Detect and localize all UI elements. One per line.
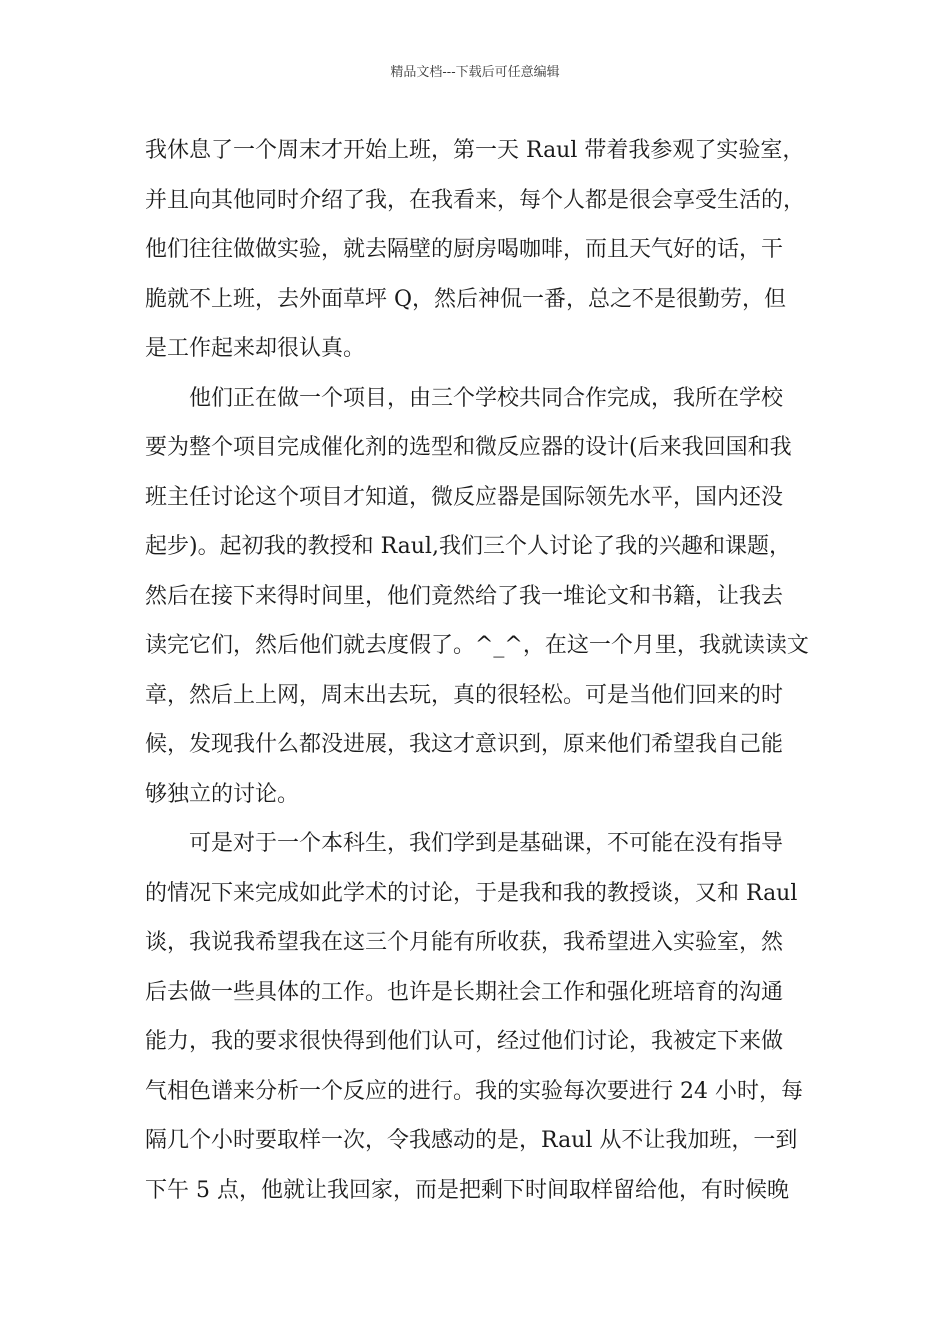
text-line: 谈，我说我希望我在这三个月能有所收获，我希望进入实验室，然 bbox=[145, 930, 784, 955]
page-header: 精品文档---下载后可任意编辑 bbox=[390, 65, 560, 80]
text-line: 下午 5 点，他就让我回家，而是把剩下时间取样留给他，有时候晚 bbox=[145, 1177, 789, 1203]
text-line: 候，发现我什么都没进展，我这才意识到，原来他们希望我自己能 bbox=[145, 732, 784, 757]
text-line: 班主任讨论这个项目才知道，微反应器是国际领先水平，国内还没 bbox=[145, 484, 784, 510]
text-line: 读完它们，然后他们就去度假了。^_^，在这一个月里，我就读读文 bbox=[145, 633, 809, 658]
text-line: 后去做一些具体的工作。也许是长期社会工作和强化班培育的沟通 bbox=[145, 979, 784, 1005]
text-line: 他们往往做做实验，就去隔壁的厨房喝咖啡，而且天气好的话，干 bbox=[145, 237, 784, 262]
text-line: 够独立的讨论。 bbox=[145, 781, 300, 807]
text-line: 然后在接下来得时间里，他们竟然给了我一堆论文和书籍，让我去 bbox=[145, 583, 784, 609]
paragraph-first-line: 可是对于一个本科生，我们学到是基础课，不可能在没有指导 bbox=[189, 831, 784, 856]
text-line: 要为整个项目完成催化剂的选型和微反应器的设计(后来我回国和我 bbox=[145, 435, 792, 460]
text-line: 我休息了一个周末才开始上班，第一天 Raul 带着我参观了实验室， bbox=[145, 138, 805, 163]
text-line: 隔几个小时要取样一次，令我感动的是，Raul 从不让我加班，一到 bbox=[145, 1128, 798, 1153]
text-line: 并且向其他同时介绍了我，在我看来，每个人都是很会享受生活的， bbox=[145, 187, 806, 213]
text-line: 章，然后上上网，周末出去玩，真的很轻松。可是当他们回来的时 bbox=[145, 682, 784, 708]
text-line: 的情况下来完成如此学术的讨论，于是我和我的教授谈，又和 Raul bbox=[145, 880, 798, 906]
text-line: 气相色谱来分析一个反应的进行。我的实验每次要进行 24 小时，每 bbox=[145, 1078, 803, 1104]
body-text bbox=[145, 126, 807, 1215]
text-line: 脆就不上班，去外面草坪 Q，然后神侃一番，总之不是很勤劳，但 bbox=[145, 286, 787, 312]
text-line: 是工作起来却很认真。 bbox=[145, 336, 366, 361]
text-line: 起步)。起初我的教授和 Raul,我们三个人讨论了我的兴趣和课题， bbox=[145, 534, 791, 559]
paragraph-first-line: 他们正在做一个项目，由三个学校共同合作完成，我所在学校 bbox=[189, 385, 784, 411]
text-line: 能力，我的要求很快得到他们认可，经过他们讨论，我被定下来做 bbox=[145, 1029, 784, 1054]
